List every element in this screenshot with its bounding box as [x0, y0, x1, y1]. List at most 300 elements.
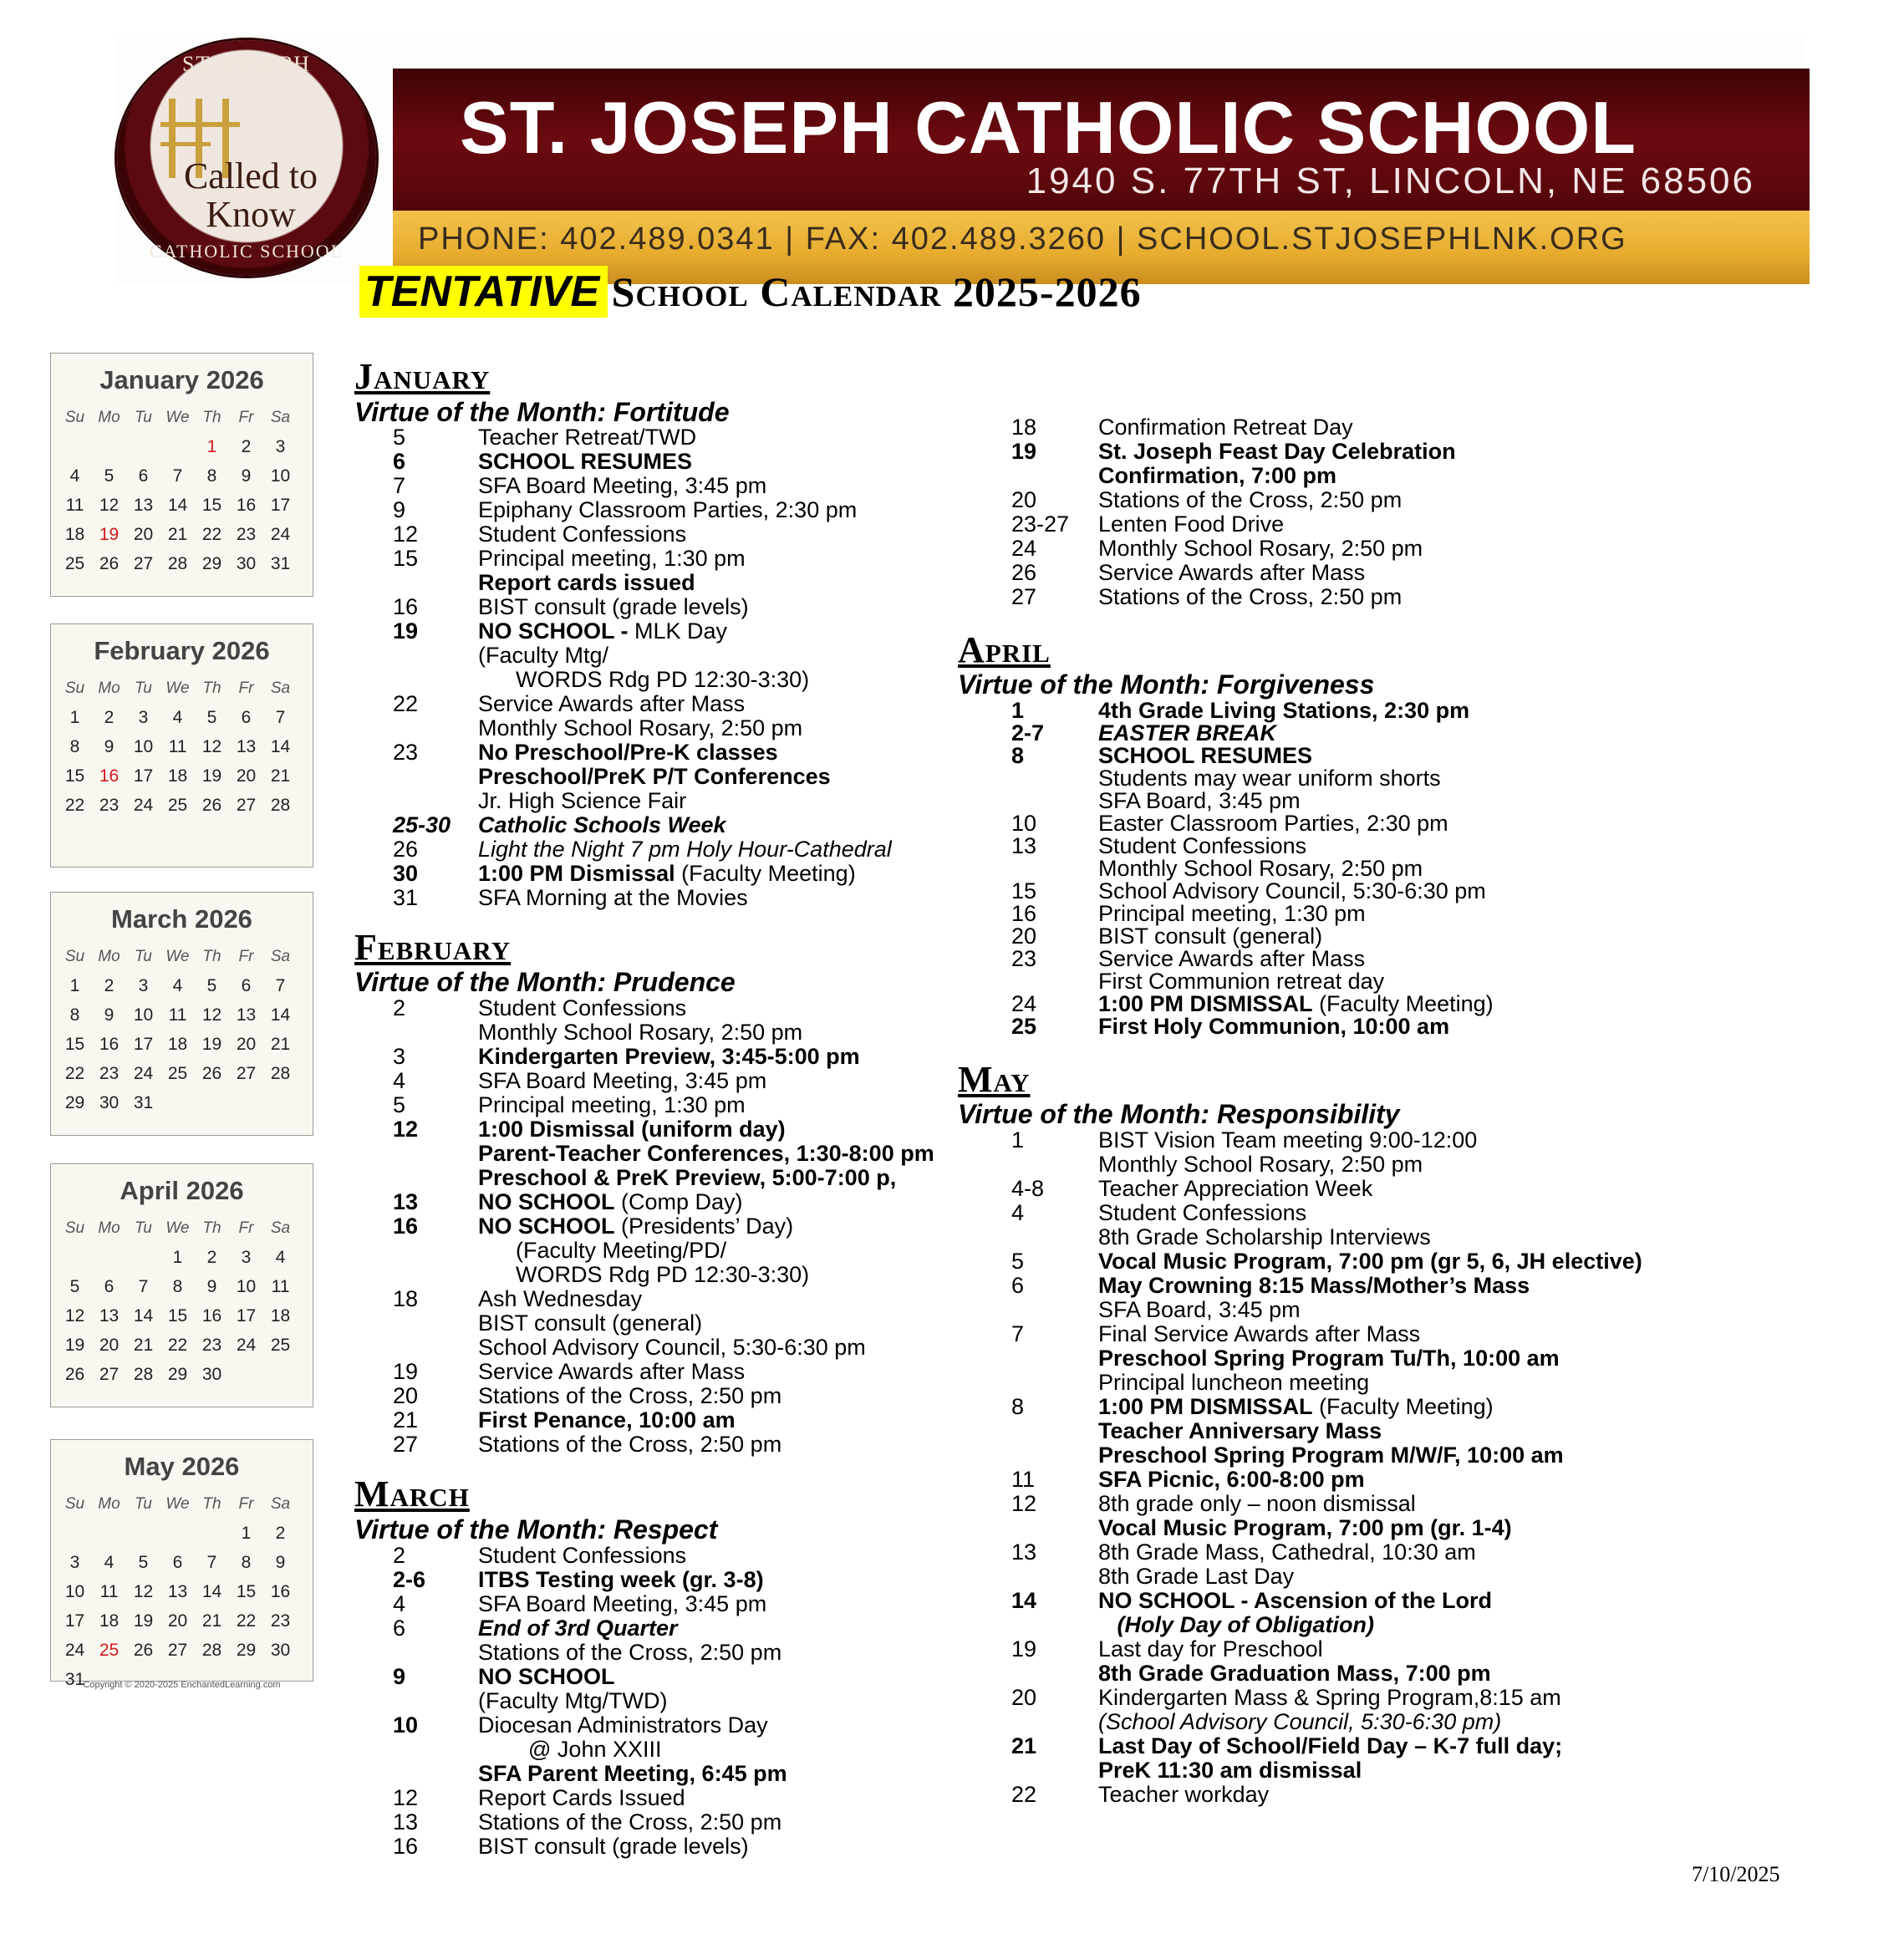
- calendar-day: 15: [64, 1035, 85, 1054]
- event-text: [478, 1432, 781, 1458]
- calendar-day: 24: [64, 1641, 85, 1660]
- event-title: Monthly School Rosary, 2:50 pm: [1098, 1152, 1423, 1177]
- event-title: WORDS Rdg PD 12:30-3:30): [478, 667, 810, 692]
- event-title: Students may wear uniform shorts: [1098, 766, 1441, 791]
- calendar-day: 1: [206, 437, 217, 456]
- calendar-day: 10: [236, 1277, 257, 1296]
- event-text: [478, 1262, 809, 1288]
- calendar-day: 17: [270, 496, 291, 515]
- event-date: 2-6: [393, 1567, 426, 1592]
- calendar-day: 21: [167, 525, 188, 544]
- empty-day: [58, 432, 92, 461]
- empty-day: [92, 1519, 126, 1548]
- event-text: [1098, 1515, 1512, 1541]
- event-title: Preschool Spring Program Tu/Th, 10:00 am: [1098, 1346, 1560, 1371]
- event-text: [478, 1286, 642, 1312]
- virtue-of-month: Virtue of the Month: Responsibility: [958, 1099, 1400, 1129]
- calendar-day: 11: [168, 1005, 187, 1025]
- weekday-header: Sa: [270, 948, 291, 965]
- calendar-day: 21: [133, 1336, 154, 1355]
- event-title: Stations of the Cross, 2:50 pm: [1098, 487, 1403, 512]
- school-contact: PHONE: 402.489.0341 | FAX: 402.489.3260 | SCHOOL.STJOSEPHLNK.ORG: [418, 221, 1627, 257]
- event-text: [1098, 1467, 1365, 1493]
- event-text: [1098, 1273, 1530, 1299]
- event-text: [1098, 463, 1336, 489]
- weekday-header: We: [165, 1219, 190, 1237]
- event-title: Teacher Retreat/TWD: [478, 425, 697, 450]
- mini-calendar: [50, 1163, 313, 1407]
- weekday-header: Sa: [270, 1495, 291, 1513]
- event-title: Service Awards after Mass: [1098, 560, 1366, 585]
- event-title: Report cards issued: [478, 570, 695, 595]
- event-title: End of 3rd Quarter: [478, 1616, 678, 1641]
- calendar-day: 23: [236, 525, 257, 544]
- event-title: SFA Board Meeting, 3:45 pm: [478, 1591, 767, 1616]
- weekday-header: Tu: [135, 1495, 152, 1513]
- event-title: NO SCHOOL: [478, 1664, 615, 1689]
- event-title: Easter Classroom Parties, 2:30 pm: [1098, 811, 1448, 836]
- event-note: (Presidents’ Day): [614, 1214, 794, 1239]
- event-title: Light the Night 7 pm Holy Hour-Cathedral: [478, 837, 892, 862]
- event-date: 16: [393, 1214, 419, 1239]
- calendar-day: 30: [236, 554, 257, 573]
- event-text: [478, 522, 686, 547]
- calendar-day: 22: [201, 525, 222, 544]
- event-date: 6: [393, 1616, 406, 1641]
- event-title: First Holy Communion, 10:00 am: [1098, 1014, 1450, 1039]
- calendar-day: 11: [99, 1582, 119, 1601]
- event-date: 8: [1011, 743, 1025, 768]
- event-text: [478, 1189, 743, 1215]
- event-title: Kindergarten Preview, 3:45-5:00 pm: [478, 1044, 860, 1069]
- calendar-day: 22: [64, 1064, 85, 1083]
- weekday-header: Mo: [98, 409, 120, 426]
- event-title: Confirmation, 7:00 pm: [1098, 463, 1337, 488]
- event-date: 20: [1011, 1685, 1037, 1710]
- event-title: (School Advisory Council, 5:30-6:30 pm): [1098, 1709, 1502, 1734]
- weekday-header: Mo: [98, 1219, 120, 1237]
- calendar-day: 11: [271, 1277, 290, 1296]
- calendar-day: 24: [133, 796, 154, 815]
- weekday-header: Fr: [238, 679, 254, 697]
- calendar-day: 13: [236, 1005, 257, 1025]
- event-text: [1098, 1709, 1501, 1735]
- weekday-header: Th: [202, 948, 221, 965]
- mini-calendar-grid: [58, 943, 313, 1117]
- weekday-header: Th: [202, 1219, 221, 1237]
- logo-bottom-text: CATHOLIC SCHOOL: [149, 241, 344, 262]
- event-text: [478, 995, 686, 1021]
- calendar-day: 2: [104, 708, 115, 727]
- calendar-day: 15: [201, 496, 222, 515]
- event-text: [1098, 1782, 1269, 1808]
- calendar-day: 13: [99, 1306, 120, 1326]
- calendar-day: 13: [133, 496, 154, 515]
- event-title: (Faculty Mtg/: [478, 643, 609, 668]
- calendar-day: 27: [167, 1641, 188, 1660]
- event-title: SFA Board Meeting, 3:45 pm: [478, 1068, 767, 1093]
- event-date: 8: [1011, 1394, 1025, 1419]
- calendar-day: 3: [138, 976, 149, 995]
- event-text: [478, 885, 748, 911]
- event-date: 10: [393, 1712, 419, 1738]
- calendar-day: 19: [133, 1611, 154, 1631]
- virtue-of-month: Virtue of the Month: Fortitude: [354, 397, 730, 427]
- calendar-day: 12: [201, 737, 222, 756]
- mini-calendar-title: March 2026: [111, 904, 252, 934]
- calendar-day: 17: [133, 766, 154, 786]
- event-title: Stations of the Cross, 2:50 pm: [1098, 584, 1403, 609]
- calendar-day: 30: [201, 1365, 222, 1384]
- calendar-day: 27: [236, 1064, 257, 1083]
- calendar-day: 16: [99, 1035, 120, 1054]
- calendar-day: 9: [241, 466, 252, 486]
- event-date: 31: [393, 885, 419, 910]
- event-date: 9: [393, 1664, 406, 1689]
- calendar-day: 7: [275, 976, 286, 995]
- event-title: NO SCHOOL: [478, 1214, 615, 1239]
- event-date: 27: [1011, 584, 1037, 609]
- calendar-day: 27: [133, 554, 154, 573]
- calendar-day: 9: [206, 1277, 217, 1296]
- calendar-day: 25: [167, 1064, 188, 1083]
- page-title: [359, 266, 1142, 319]
- virtue-of-month: Virtue of the Month: Prudence: [354, 967, 736, 997]
- event-date: 13: [1011, 1539, 1037, 1565]
- mini-calendar-grid: [58, 674, 313, 820]
- event-title: SCHOOL RESUMES: [478, 449, 693, 474]
- event-date: 19: [393, 618, 419, 644]
- empty-day: [160, 432, 195, 461]
- event-date: 19: [1011, 439, 1037, 464]
- calendar-day: 1: [241, 1524, 252, 1543]
- event-text: [1098, 1297, 1301, 1323]
- event-date: 14: [1011, 1588, 1037, 1613]
- event-text: [478, 1310, 702, 1336]
- calendar-day: 28: [167, 554, 188, 573]
- event-title: BIST consult (general): [478, 1310, 703, 1336]
- event-title: SFA Morning at the Movies: [478, 885, 748, 910]
- calendar-day: 1: [69, 708, 80, 727]
- weekday-header: Tu: [135, 948, 152, 965]
- event-text: [478, 425, 696, 450]
- calendar-day: 28: [201, 1641, 222, 1660]
- event-title: Jr. High Science Fair: [478, 788, 687, 813]
- event-title: Student Confessions: [478, 522, 687, 547]
- calendar-day: 3: [69, 1553, 80, 1572]
- calendar-day: 4: [172, 708, 183, 727]
- event-title: SFA Board, 3:45 pm: [1098, 788, 1301, 813]
- calendar-day: 9: [275, 1553, 286, 1572]
- event-text: [478, 1591, 766, 1617]
- event-text: [478, 594, 749, 620]
- event-title: Service Awards after Mass: [478, 691, 746, 716]
- month-heading: April: [958, 629, 1051, 670]
- event-date: 20: [393, 1383, 419, 1408]
- event-date: 22: [1011, 1782, 1037, 1807]
- calendar-day: 13: [236, 737, 257, 756]
- weekday-header: Sa: [270, 679, 291, 697]
- calendar-day: 16: [270, 1582, 291, 1601]
- virtue-of-month: Virtue of the Month: Forgiveness: [958, 669, 1375, 700]
- calendar-day: 23: [99, 1064, 120, 1083]
- event-title: Stations of the Cross, 2:50 pm: [478, 1809, 782, 1835]
- calendar-day: 3: [241, 1248, 252, 1267]
- event-title: Stations of the Cross, 2:50 pm: [478, 1432, 782, 1457]
- event-text: [1098, 1588, 1492, 1614]
- calendar-day: 8: [206, 466, 217, 486]
- school-name: ST. JOSEPH CATHOLIC SCHOOL: [460, 86, 1637, 169]
- event-title: First Communion retreat day: [1098, 969, 1385, 994]
- event-title: Teacher workday: [1098, 1782, 1270, 1807]
- event-text: [478, 1761, 787, 1787]
- calendar-day: 10: [64, 1582, 85, 1601]
- calendar-day: 26: [99, 554, 120, 573]
- event-text: [1098, 1733, 1562, 1759]
- calendar-day: 30: [270, 1641, 291, 1660]
- calendar-day: 6: [172, 1553, 183, 1572]
- weekday-header: Fr: [238, 1219, 254, 1237]
- event-title: Stations of the Cross, 2:50 pm: [478, 1383, 782, 1408]
- event-date: 26: [393, 837, 419, 862]
- calendar-day: 25: [64, 554, 85, 573]
- weekday-header: Su: [64, 409, 85, 426]
- event-title: Kindergarten Mass & Spring Program,8:15 am: [1098, 1685, 1561, 1710]
- weekday-header: We: [165, 679, 190, 697]
- event-title: Monthly School Rosary, 2:50 pm: [478, 1020, 803, 1045]
- calendar-day: 6: [104, 1277, 115, 1296]
- event-title: PreK 11:30 am dismissal: [1098, 1758, 1362, 1783]
- calendar-day: 5: [206, 976, 217, 995]
- event-date: 21: [393, 1407, 419, 1432]
- event-date: 15: [393, 546, 419, 571]
- calendar-day: 12: [133, 1582, 154, 1601]
- month-heading: May: [958, 1059, 1031, 1100]
- event-title: Epiphany Classroom Parties, 2:30 pm: [478, 497, 858, 522]
- event-title: ITBS Testing week (gr. 3-8): [478, 1567, 764, 1592]
- event-title: Catholic Schools Week: [478, 812, 726, 837]
- weekday-header: Th: [202, 679, 221, 697]
- event-date: 27: [393, 1432, 419, 1457]
- event-date: 16: [393, 594, 419, 619]
- event-date: 21: [1011, 1733, 1037, 1758]
- calendar-day: 24: [236, 1336, 257, 1355]
- calendar-day: 19: [99, 525, 120, 544]
- event-date: 2-7: [1011, 720, 1045, 746]
- calendar-day: 2: [241, 437, 252, 456]
- school-address: 1940 S. 77TH ST, LINCOLN, NE 68506: [1026, 160, 1755, 201]
- event-text: [1098, 1370, 1369, 1396]
- event-title: 1:00 PM Dismissal: [478, 861, 675, 886]
- mini-calendar-title: May 2026: [124, 1452, 240, 1481]
- event-note: (Comp Day): [614, 1189, 743, 1214]
- weekday-header: Su: [64, 1495, 85, 1513]
- weekday-header: Fr: [238, 1495, 254, 1513]
- event-text: [478, 1383, 781, 1409]
- event-text: [1098, 1346, 1560, 1371]
- calendar-day: 23: [270, 1611, 291, 1631]
- calendar-day: 26: [64, 1365, 85, 1384]
- event-date: 20: [1011, 924, 1037, 949]
- calendar-day: 21: [201, 1611, 222, 1631]
- event-text: [478, 861, 856, 887]
- empty-day: [160, 1519, 195, 1548]
- event-title: BIST consult (grade levels): [478, 594, 749, 619]
- event-title: 8th grade only – noon dismissal: [1098, 1491, 1416, 1516]
- calendar-day: 19: [201, 1035, 222, 1054]
- event-date: 18: [1011, 415, 1037, 440]
- event-date: 12: [393, 1785, 419, 1810]
- event-text: [1098, 1321, 1420, 1347]
- logo-motto-line1: Called to: [183, 155, 318, 196]
- event-text: [478, 643, 608, 669]
- event-title: NO SCHOOL - Ascension of the Lord: [1098, 1588, 1493, 1613]
- calendar-day: 28: [270, 796, 291, 815]
- date-stamp: 7/10/2025: [1692, 1862, 1780, 1886]
- event-date: 19: [1011, 1636, 1037, 1661]
- event-note: (Faculty Meeting): [675, 861, 856, 886]
- event-text: [1098, 1685, 1561, 1711]
- event-title: Vocal Music Program, 7:00 pm (gr. 1-4): [1098, 1515, 1512, 1540]
- event-text: [1098, 1636, 1323, 1662]
- empty-day: [126, 1519, 160, 1548]
- event-text: [1098, 1491, 1416, 1517]
- event-title: Preschool Spring Program M/W/F, 10:00 am: [1098, 1443, 1564, 1468]
- event-date: 2: [393, 1543, 406, 1568]
- event-title: BIST consult (general): [1098, 924, 1323, 949]
- calendar-day: 9: [104, 1005, 115, 1025]
- calendar-day: 9: [104, 737, 115, 756]
- event-text: [1098, 1224, 1431, 1250]
- event-title: NO SCHOOL -: [478, 618, 635, 644]
- calendar-day: 14: [270, 1005, 291, 1025]
- calendar-day: 18: [167, 1035, 188, 1054]
- calendar-day: 16: [99, 766, 120, 786]
- event-date: 24: [1011, 536, 1037, 561]
- weekday-header: Tu: [135, 679, 152, 697]
- calendar-day: 7: [172, 466, 183, 486]
- calendar-day: 17: [133, 1035, 154, 1054]
- event-text: [478, 1141, 934, 1167]
- calendar-day: 10: [133, 737, 154, 756]
- event-title: No Preschool/Pre-K classes: [478, 740, 778, 765]
- event-text: [1098, 1418, 1382, 1444]
- calendar-day: 20: [167, 1611, 188, 1631]
- event-text: [478, 1407, 736, 1433]
- weekday-header: Mo: [98, 679, 120, 697]
- virtue-of-month: Virtue of the Month: Respect: [354, 1514, 718, 1544]
- calendar-day: 29: [64, 1093, 85, 1112]
- event-title: (Holy Day of Obligation): [1098, 1612, 1374, 1637]
- calendar-day: 29: [167, 1365, 188, 1384]
- event-text: [478, 449, 692, 475]
- empty-day: [92, 432, 126, 461]
- event-title: 1:00 Dismissal (uniform day): [478, 1117, 786, 1142]
- weekday-header: Mo: [98, 948, 120, 965]
- event-title: 8th Grade Graduation Mass, 7:00 pm: [1098, 1661, 1491, 1686]
- weekday-header: Mo: [98, 1495, 120, 1513]
- event-text: [1098, 1539, 1476, 1565]
- calendar-day: 8: [69, 1005, 80, 1025]
- event-date: 9: [393, 497, 406, 522]
- empty-day: [92, 1243, 126, 1272]
- calendar-day: 7: [275, 708, 286, 727]
- event-text: [478, 1640, 781, 1666]
- weekday-header: Sa: [270, 1219, 291, 1237]
- event-note: (Faculty Meeting): [1312, 991, 1494, 1016]
- weekday-header: We: [165, 948, 190, 965]
- event-note: MLK Day: [634, 618, 728, 644]
- event-date: 6: [1011, 1273, 1025, 1298]
- event-date: 30: [393, 861, 419, 886]
- weekday-header: We: [165, 1495, 190, 1513]
- empty-day: [58, 1243, 92, 1272]
- event-text: [1098, 1200, 1306, 1226]
- calendar-day: 8: [241, 1553, 252, 1572]
- event-text: [1098, 1758, 1362, 1784]
- calendar-day: 29: [236, 1641, 257, 1660]
- event-title: Teacher Anniversary Mass: [1098, 1418, 1382, 1443]
- calendar-day: 28: [133, 1365, 154, 1384]
- event-date: 26: [1011, 560, 1037, 585]
- event-text: [478, 1567, 764, 1593]
- event-date: 4: [393, 1068, 406, 1093]
- event-text: [478, 1238, 726, 1264]
- event-date: 24: [1011, 991, 1037, 1016]
- event-text: [478, 1616, 678, 1641]
- weekday-header: Su: [64, 948, 85, 965]
- calendar-day: 30: [99, 1093, 120, 1112]
- calendar-day: 1: [172, 1248, 183, 1267]
- calendar-day: 5: [206, 708, 217, 727]
- calendar-day: 18: [64, 525, 85, 544]
- event-date: 25-30: [393, 812, 451, 837]
- event-title: Monthly School Rosary, 2:50 pm: [478, 715, 803, 740]
- event-text: [478, 1044, 860, 1070]
- calendar-day: 23: [99, 796, 120, 815]
- calendar-day: 3: [138, 708, 149, 727]
- calendar-day: 5: [104, 466, 115, 486]
- calendar-day: 7: [138, 1277, 149, 1296]
- event-text: [478, 1737, 662, 1763]
- event-title: SFA Board Meeting, 3:45 pm: [478, 473, 767, 498]
- event-note: (Faculty Meeting): [1312, 1394, 1494, 1419]
- calendar-day: 1: [69, 976, 80, 995]
- event-date: 25: [1011, 1014, 1037, 1039]
- event-date: 4-8: [1011, 1176, 1045, 1201]
- mini-calendar-grid: [58, 404, 313, 578]
- event-date: 13: [393, 1809, 419, 1835]
- event-text: [478, 497, 857, 523]
- event-title: Vocal Music Program, 7:00 pm (gr 5, 6, JH elective): [1098, 1249, 1642, 1274]
- event-title: (Faculty Mtg/TWD): [478, 1688, 668, 1713]
- calendar-day: 8: [69, 737, 80, 756]
- event-text: [1098, 1394, 1494, 1420]
- event-title: Principal meeting, 1:30 pm: [478, 1092, 746, 1117]
- event-title: Ash Wednesday: [478, 1286, 643, 1311]
- event-date: 12: [393, 1117, 419, 1142]
- logo-motto-line2: Know: [206, 194, 296, 235]
- event-text: [1098, 536, 1423, 562]
- calendar-day: 6: [241, 976, 252, 995]
- event-date: 2: [393, 995, 406, 1020]
- mini-calendar-grid: [58, 1214, 313, 1389]
- mini-calendar-title: January 2026: [99, 365, 264, 394]
- event-title: Monthly School Rosary, 2:50 pm: [1098, 536, 1423, 561]
- event-title: Service Awards after Mass: [1098, 946, 1366, 971]
- weekday-header: Th: [202, 1495, 221, 1513]
- calendar-day: 4: [172, 976, 183, 995]
